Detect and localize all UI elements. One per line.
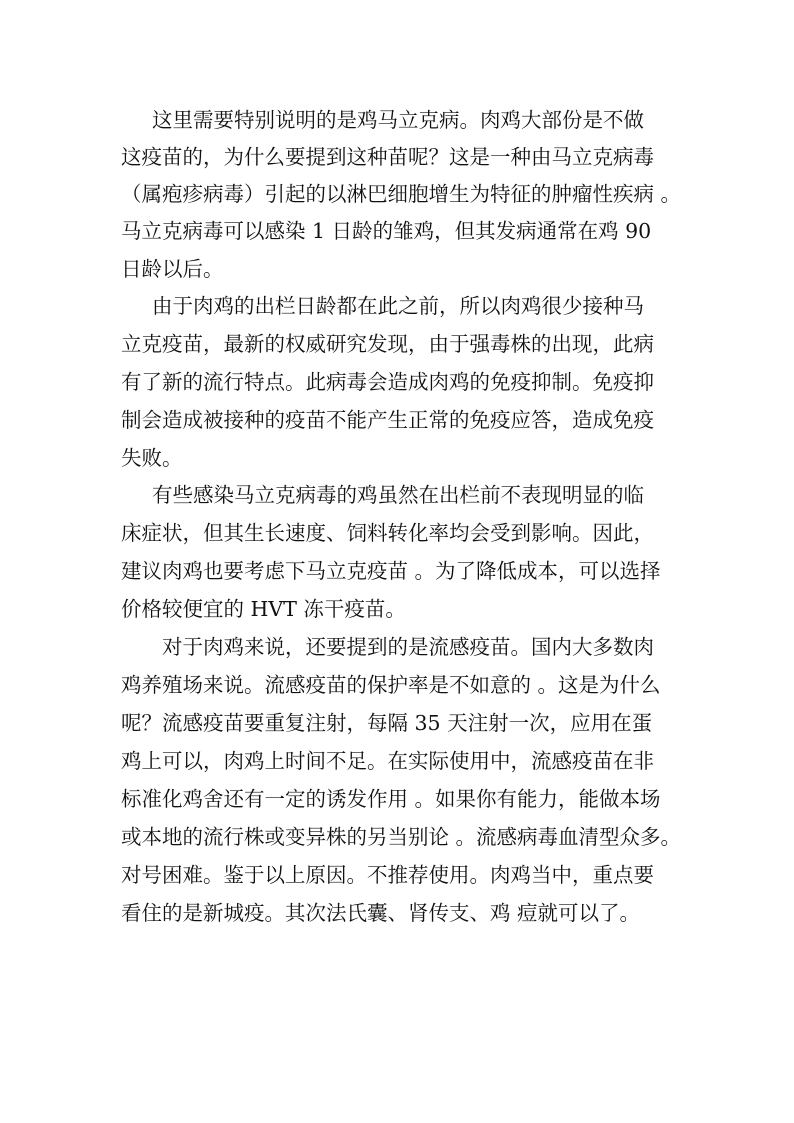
p2-line-4: 制会造成被接种的疫苗不能产生正常的免疫应答，造成免疫: [121, 408, 654, 432]
p1-line-2: 这疫苗的，为什么要提到这种苗呢？这是一种由马立克病毒: [121, 145, 654, 169]
p1-line-4: 马立克病毒可以感染 1 日龄的雏鸡，但其发病通常在鸡 90: [121, 219, 652, 243]
p2-line-1: 由于肉鸡的出栏日龄都在此之前，所以肉鸡很少接种马: [152, 294, 644, 318]
p2-line-5: 失败。: [121, 446, 183, 470]
p4-line-1: 对于肉鸡来说，还要提到的是流感疫苗。国内大多数肉: [162, 635, 654, 659]
p3-line-1: 有些感染马立克病毒的鸡虽然在出栏前不表现明显的临: [152, 483, 644, 507]
p3-line-4: 价格较便宜的 HVT 冻干疫苗。: [121, 597, 406, 621]
p1-line-5: 日龄以后。: [121, 257, 224, 281]
p1-line-3: （属疱疹病毒）引起的以淋巴细胞增生为特征的肿瘤性疾病 。: [121, 182, 682, 206]
p4-line-5: 标准化鸡舍还有一定的诱发作用 。如果你有能力，能做本场: [121, 787, 661, 811]
p4-line-7: 对号困难。鉴于以上原因。不推荐使用。肉鸡当中，重点要: [121, 863, 654, 887]
p3-line-2: 床症状，但其生长速度、饲料转化率均会受到影响。因此，: [121, 521, 654, 545]
p4-line-2: 鸡养殖场来说。流感疫苗的保护率是不如意的 。这是为什么: [121, 673, 661, 697]
p4-line-8: 看住的是新城疫。其次法氏囊、肾传支、鸡 痘就可以了。: [121, 901, 641, 925]
p2-line-2: 立克疫苗，最新的权威研究发现，由于强毒株的出现，此病: [121, 332, 654, 356]
p1-line-1: 这里需要特别说明的是鸡马立克病。肉鸡大部份是不做: [152, 108, 644, 132]
p4-line-6: 或本地的流行株或变异株的另当别论 。流感病毒血清型众多。: [121, 825, 682, 849]
p2-line-3: 有了新的流行特点。此病毒会造成肉鸡的免疫抑制。免疫抑: [121, 370, 654, 394]
p3-line-3: 建议肉鸡也要考虑下马立克疫苗 。为了降低成本，可以选择: [121, 559, 661, 583]
p4-line-4: 鸡上可以，肉鸡上时间不足。在实际使用中，流感疫苗在非: [121, 749, 654, 773]
p4-line-3: 呢？流感疫苗要重复注射，每隔 35 天注射一次，应用在蛋: [121, 711, 653, 735]
